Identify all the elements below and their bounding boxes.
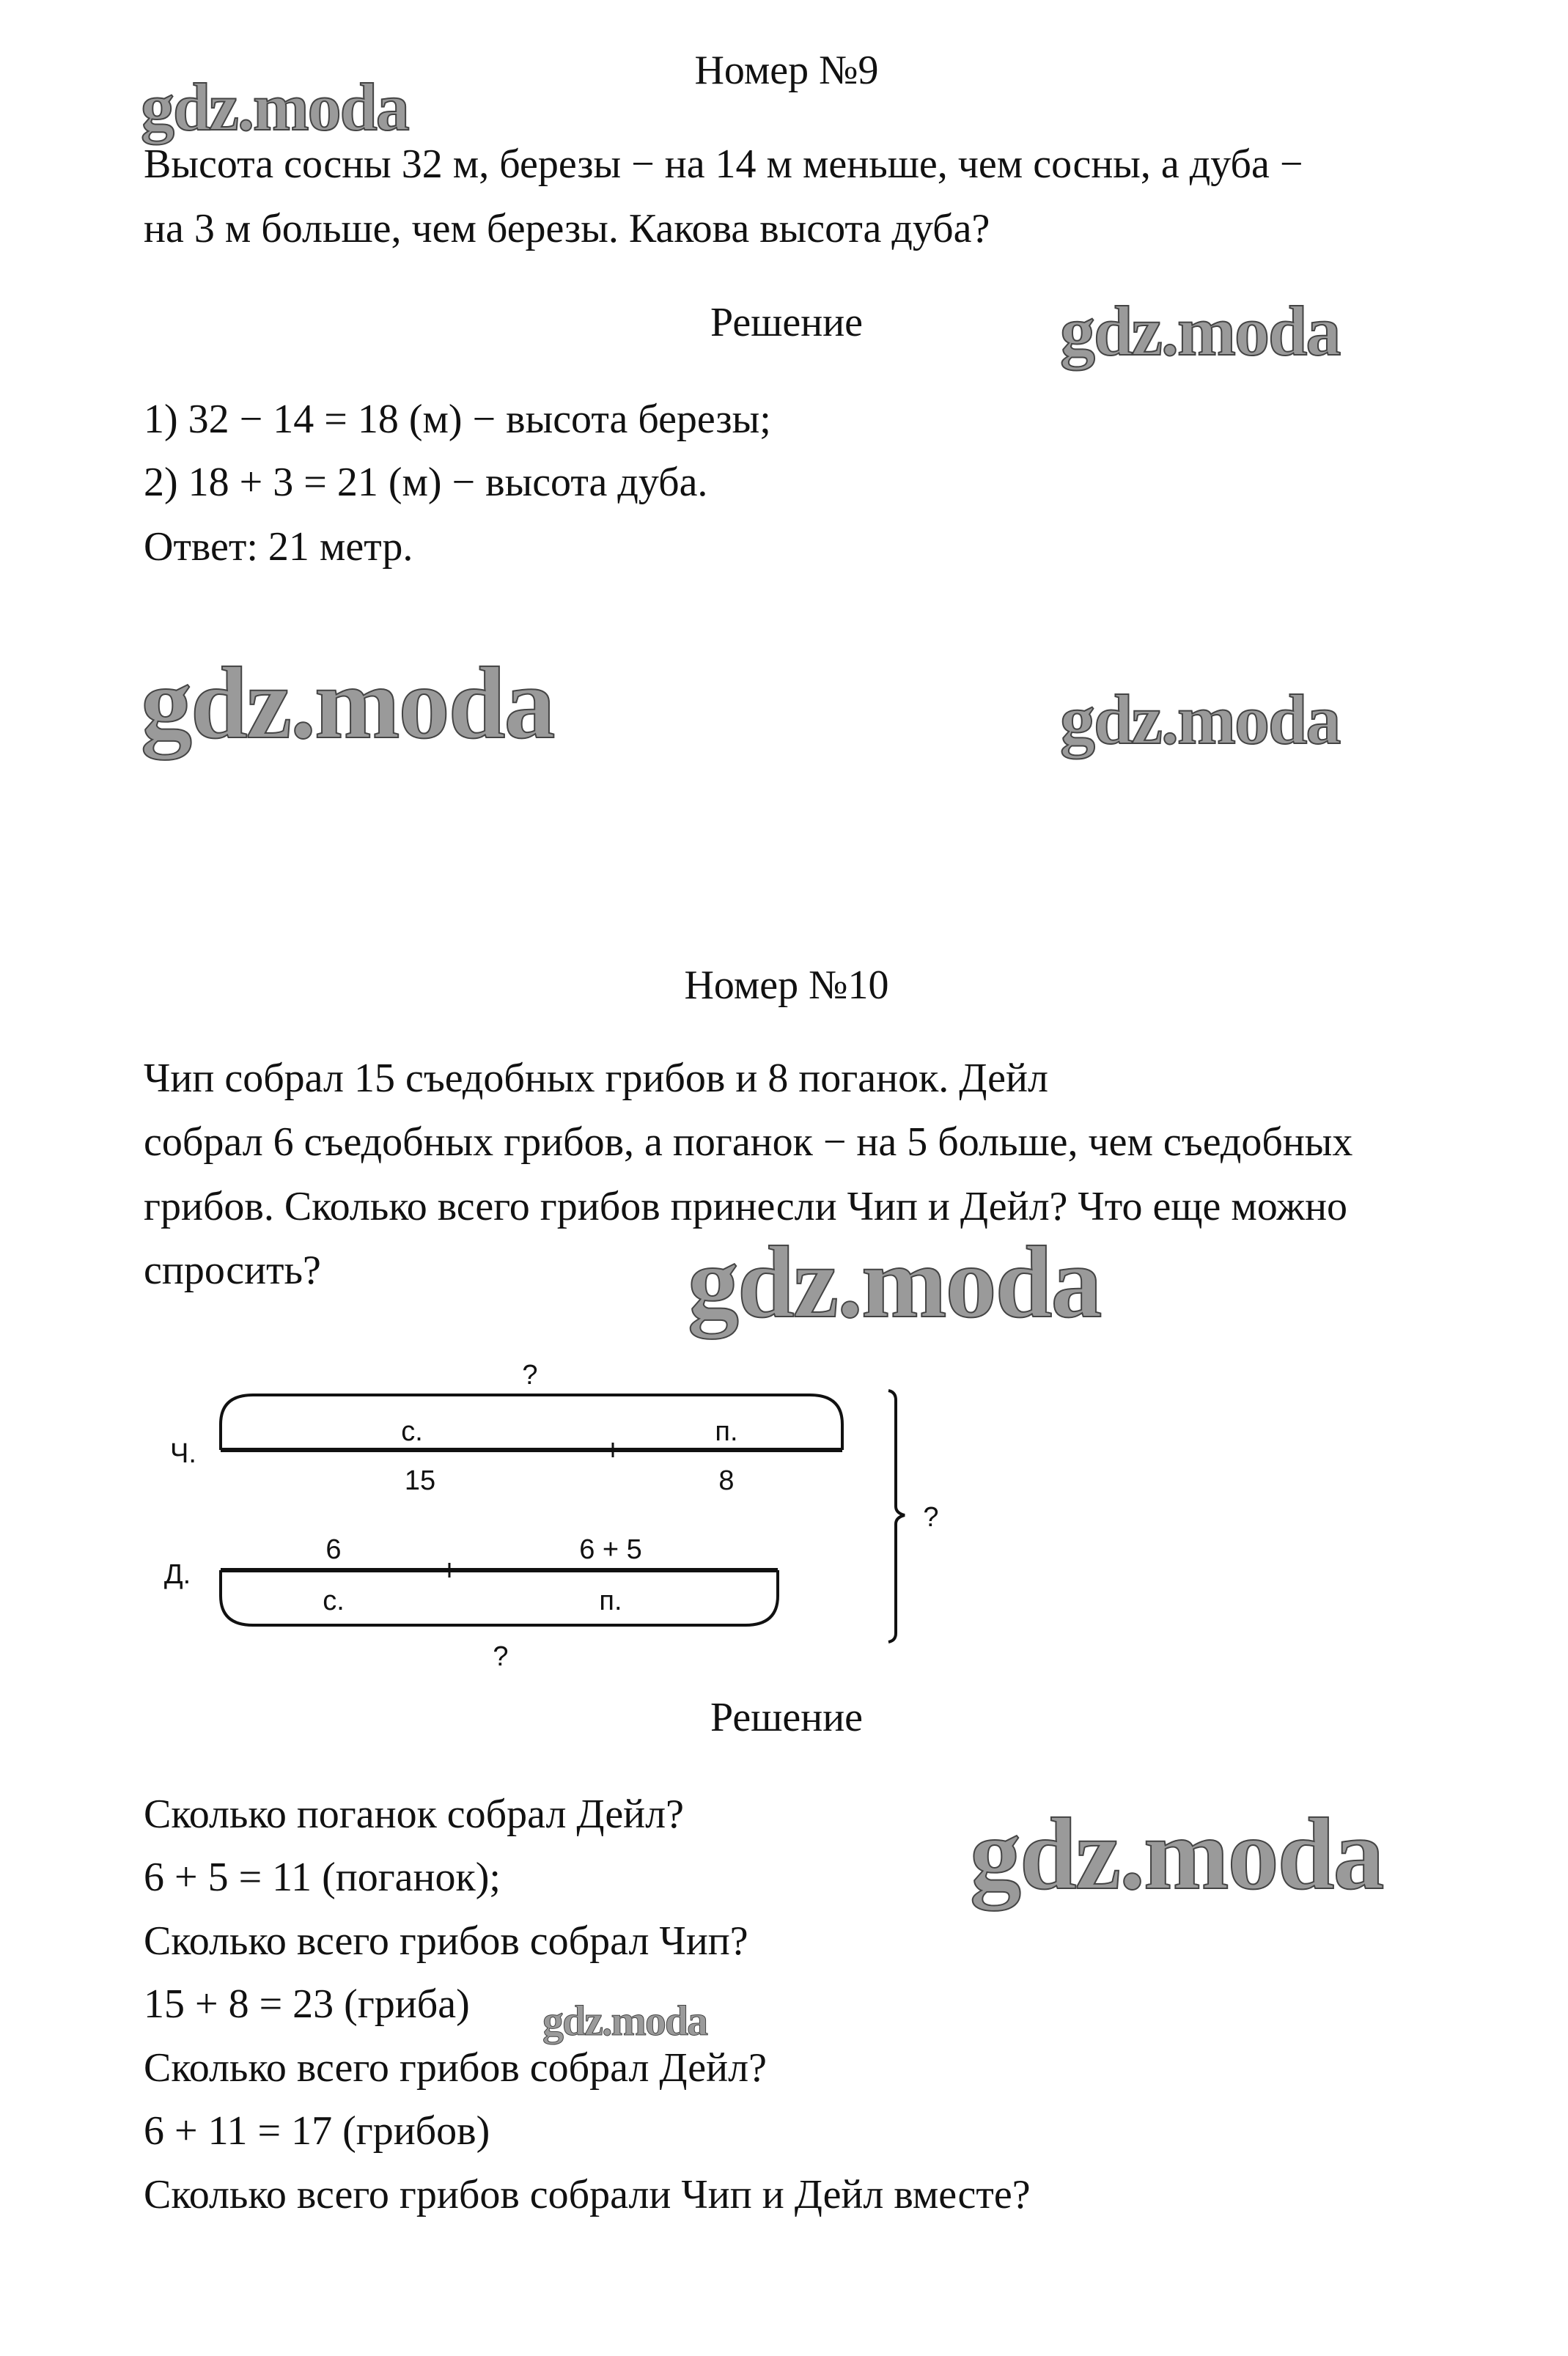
dale-label: Д. — [163, 1559, 191, 1590]
task9-solution-line: 2) 18 + 3 = 21 (м) − высота дуба. — [144, 460, 708, 505]
task9-solution-line: 1) 32 − 14 = 18 (м) − высота березы; — [144, 397, 771, 442]
watermark: gdz.moda — [688, 1226, 1101, 1339]
task10-text-line: собрал 6 съедобных грибов, а поганок − на 5 больше, чем съедобных — [144, 1119, 1353, 1165]
dale-toadstool-label: п. — [599, 1586, 622, 1616]
chip-edible-label: с. — [401, 1416, 423, 1447]
task10-solution-line: 6 + 5 = 11 (поганок); — [144, 1855, 501, 1900]
chip-edible-value: 15 — [404, 1465, 436, 1496]
watermark: gdz.moda — [141, 647, 554, 760]
task9-text-line: Высота сосны 32 м, березы − на 14 м меньше, чем сосны, а дуба − — [144, 141, 1303, 187]
watermark: gdz.moda — [970, 1797, 1383, 1911]
total-brace — [888, 1391, 905, 1642]
chip-toadstool-label: п. — [715, 1416, 738, 1447]
task10-solution-line: Сколько поганок собрал Дейл? — [144, 1792, 684, 1837]
watermark: gdz.moda — [1060, 292, 1340, 370]
dale-edible-value: 6 — [325, 1534, 342, 1565]
chip-label: Ч. — [170, 1438, 196, 1469]
task10-text-line: грибов. Сколько всего грибов принесли Чип и Дейл? Что еще можно — [144, 1184, 1348, 1229]
task10-solution-line: Сколько всего грибов собрал Чип? — [144, 1918, 748, 1964]
watermark: gdz.moda — [1060, 680, 1340, 759]
watermark: gdz.moda — [542, 1997, 707, 2044]
chip-toadstool-value: 8 — [718, 1465, 735, 1496]
grand-total-question: ? — [923, 1502, 939, 1533]
task10-solution-line: 6 + 11 = 17 (грибов) — [144, 2108, 490, 2154]
task10-solution-line: Сколько всего грибов собрали Чип и Дейл вместе? — [144, 2172, 1031, 2217]
task9-text-line: на 3 м больше, чем березы. Какова высота дуба? — [144, 206, 990, 251]
chip-total-arc — [221, 1395, 842, 1450]
task10-solution-title: Решение — [710, 1695, 864, 1740]
task10-solution-line: Сколько всего грибов собрал Дейл? — [144, 2045, 767, 2091]
task9-solution-title: Решение — [710, 300, 864, 345]
watermark: gdz.moda — [141, 70, 408, 144]
dale-total-question: ? — [493, 1641, 509, 1672]
chip-total-question: ? — [522, 1360, 538, 1391]
dale-toadstool-value: 6 + 5 — [579, 1534, 642, 1565]
dale-total-arc — [221, 1570, 778, 1625]
dale-edible-label: с. — [323, 1586, 345, 1616]
task9-answer: Ответ: 21 метр. — [144, 524, 413, 570]
task10-title: Номер №10 — [684, 962, 889, 1008]
task9-title: Номер №9 — [694, 48, 879, 93]
task10-solution-line: 15 + 8 = 23 (гриба) — [144, 1981, 470, 2027]
task10-text-line: спросить? — [144, 1248, 321, 1293]
segment-diagram — [132, 1327, 975, 1679]
task10-text-line: Чип собрал 15 съедобных грибов и 8 поганок. Дейл — [144, 1056, 1048, 1101]
